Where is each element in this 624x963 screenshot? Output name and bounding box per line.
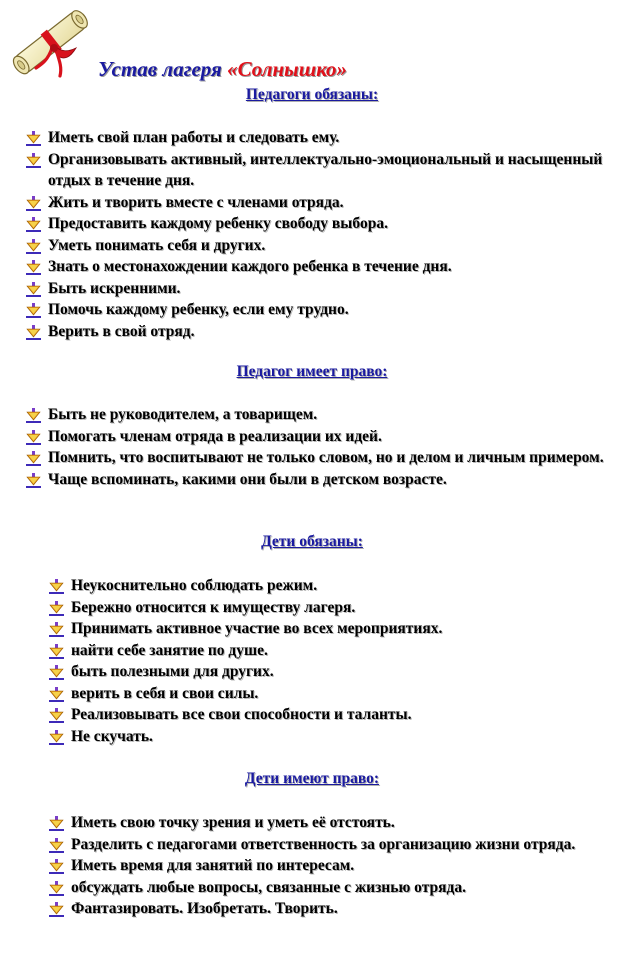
list-teachers-duties (26, 127, 624, 342)
arrow-bullet-icon (49, 902, 64, 917)
arrow-bullet-icon (26, 239, 41, 254)
list-item-text: Организовывать активный, интеллектуально-эмоциональный и насыщенный отдых в течение дня. (48, 150, 603, 189)
list-item-text: быть полезными для других. (71, 663, 274, 680)
arrow-bullet-icon (26, 451, 41, 466)
arrow-bullet-icon (49, 838, 64, 853)
list-item (26, 299, 624, 321)
arrow-bullet-icon (49, 665, 64, 680)
list-item-text: Знать о местонахождении каждого ребенка в течение дня. (48, 258, 452, 275)
arrow-bullet-icon (49, 687, 64, 702)
list-item (26, 426, 624, 448)
list-item (49, 726, 624, 748)
list-item-text: Принимать активное участие во всех мероприятиях. (71, 620, 443, 637)
list-item (26, 127, 624, 149)
list-item (26, 321, 624, 343)
list-item-text: Не скучать. (71, 727, 153, 745)
arrow-bullet-icon (26, 430, 41, 445)
section-heading-teachers-duties: Педагоги обязаны: (245, 86, 379, 103)
list-item-text: Фантазировать. Изобретать. Творить. (71, 900, 338, 917)
arrow-bullet-icon (49, 622, 64, 637)
list-item-text: Верить в свой отряд. (48, 322, 195, 340)
list-item-text: Разделить с педагогами ответственность за организацию жизни отряда. (71, 835, 576, 853)
list-item-text: Предоставить каждому ребенку свободу выбора. (48, 215, 388, 232)
arrow-bullet-icon (49, 881, 64, 896)
rolled-scroll-icon (2, 2, 100, 84)
section-heading-children-rights: Дети имеют право: (244, 770, 380, 787)
list-item (49, 618, 624, 640)
list-item-text: Помнить, что воспитывают не только словом, но и делом и личным примером. (48, 449, 604, 466)
arrow-bullet-icon (26, 217, 41, 232)
list-item-text: Быть искренними. (48, 279, 181, 297)
list-item (49, 877, 624, 899)
page-title (98, 57, 347, 82)
list-item (26, 213, 624, 235)
list-item (26, 149, 624, 192)
list-item (26, 469, 624, 491)
arrow-bullet-icon (26, 473, 41, 488)
list-item (49, 683, 624, 705)
list-item (49, 704, 624, 726)
list-item-text: Иметь свою точку зрения и уметь её отстоять. (71, 814, 395, 831)
arrow-bullet-icon (49, 601, 64, 616)
list-item-text: обсуждать любые вопросы, связанные с жизнью отряда. (71, 878, 466, 896)
list-item (49, 640, 624, 662)
arrow-bullet-icon (49, 644, 64, 659)
list-item-text: Помочь каждому ребенку, если ему трудно. (48, 301, 349, 318)
list-item-text: Иметь время для занятий по интересам. (71, 857, 355, 874)
list-item-text: Неукоснительно соблюдать режим. (71, 577, 318, 594)
arrow-bullet-icon (26, 408, 41, 423)
list-item (49, 575, 624, 597)
list-item (26, 256, 624, 278)
list-item-text: Помогать членам отряда в реализации их идей. (48, 427, 382, 445)
section-heading-teacher-rights: Педагог имеет право: (236, 363, 388, 380)
list-item-text: Иметь свой план работы и следовать ему. (48, 129, 340, 146)
arrow-bullet-icon (49, 730, 64, 745)
list-item (49, 855, 624, 877)
list-item (49, 812, 624, 834)
list-item (49, 597, 624, 619)
list-item (26, 404, 624, 426)
list-item-text: Жить и творить вместе с членами отряда. (48, 193, 344, 211)
list-item-text: Бережно относится к имуществу лагеря. (71, 598, 356, 616)
list-item (26, 235, 624, 257)
list-item-text: Уметь понимать себя и других. (48, 236, 266, 254)
arrow-bullet-icon (49, 816, 64, 831)
arrow-bullet-icon (26, 260, 41, 275)
arrow-bullet-icon (26, 325, 41, 340)
section-heading-children-duties: Дети обязаны: (261, 533, 363, 550)
arrow-bullet-icon (26, 131, 41, 146)
list-item-text: верить в себя и свои силы. (71, 684, 259, 702)
list-children-rights (49, 812, 624, 920)
arrow-bullet-icon (26, 196, 41, 211)
list-item (49, 661, 624, 683)
list-children-duties (49, 575, 624, 747)
list-item (26, 192, 624, 214)
list-item (26, 447, 624, 469)
list-teacher-rights (26, 404, 624, 490)
list-item (49, 834, 624, 856)
arrow-bullet-icon (26, 282, 41, 297)
list-item-text: Чаще вспоминать, какими они были в детском возрасте. (48, 470, 447, 488)
arrow-bullet-icon (49, 708, 64, 723)
arrow-bullet-icon (26, 303, 41, 318)
list-item (49, 898, 624, 920)
arrow-bullet-icon (49, 859, 64, 874)
arrow-bullet-icon (49, 579, 64, 594)
list-item (26, 278, 624, 300)
title-prefix: Устав лагеря (98, 57, 228, 81)
title-camp-name: «Солнышко» (227, 57, 348, 81)
list-item-text: найти себе занятие по душе. (71, 641, 268, 659)
list-item-text: Реализовывать все свои способности и таланты. (71, 706, 412, 723)
arrow-bullet-icon (26, 153, 41, 168)
list-item-text: Быть не руководителем, а товарищем. (48, 406, 318, 423)
